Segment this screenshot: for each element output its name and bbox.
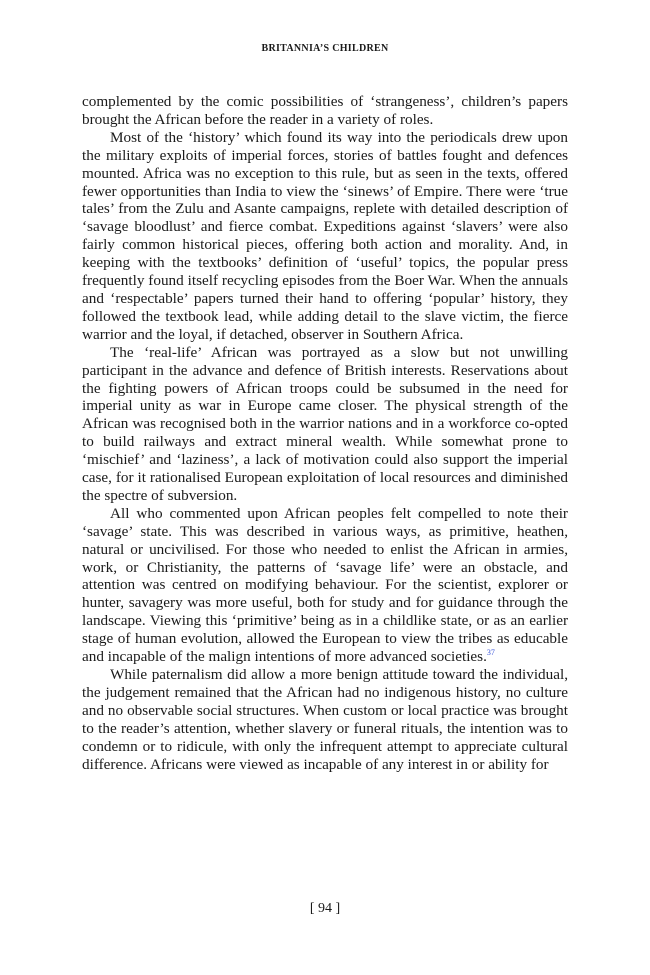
- paragraph-real-life-african: The ‘real-life’ African was portrayed as a slow but not unwilling participant in the advance and defence of British interests. Reservations about the fighting powers of African troops could be subsumed in the need for imperial unity as war in Europe came closer. The physical strength of the African was recognised both in the warrior nations and in a workforce co-opted to build railways and extract mineral wealth. While somewhat prone to ‘mischief’ and ‘laziness’, a lack of motivation could also support the imperial case, for it rationalised European exploitation of local resources and diminished the spectre of subversion.: [82, 343, 568, 504]
- footnote-reference[interactable]: 37: [486, 648, 495, 658]
- paragraph-continued: complemented by the comic possibilities of ‘strangeness’, children’s papers brought the African before the reader in a variety of roles.: [82, 93, 568, 128]
- page-number: [ 94 ]: [309, 901, 341, 916]
- body-text: [82, 93, 568, 773]
- running-head: BRITANNIA’S CHILDREN: [261, 43, 389, 54]
- paragraph-paternalism: While paternalism did allow a more benign attitude toward the individual, the judgement remained that the African had no indigenous history, no culture and no observable social structures. When custom or local practice was brought to the reader’s attention, whether slavery or funeral rituals, the intention was to condemn or to ridicule, with only the infrequent attempt to appreciate cultural difference. Africans were viewed as incapable of any interest in or ability for: [82, 666, 568, 773]
- paragraph-savage-state-text: All who commented upon African peoples felt compelled to note their ‘savage’ state. This was described in various ways, as primitive, heathen, natural or uncivilised. For those who needed to enlist the African in armies, work, or Christianity, the patterns of ‘savage life’ were an obstacle, and attention was centred on modifying behaviour. For the scientist, explorer or hunter, savagery was more useful, both for study and for guidance through the landscape. Viewing this ‘primitive’ being as in a childlike state, or as an earlier stage of human evolution, allowed the European to view the tribes as educable and incapable of the malign intentions of more advanced societies.: [82, 504, 568, 666]
- paragraph-savage-state: [82, 505, 568, 666]
- paragraph-history: Most of the ‘history’ which found its way into the periodicals drew upon the military exploits of imperial forces, stories of battles fought and defences mounted. Africa was no exception to this rule, but as seen in the texts, offered fewer opportunities than India to view the ‘sinews’ of Empire. There were ‘true tales’ from the Zulu and Asante campaigns, replete with detailed description of ‘savage bloodlust’ and fierce combat. Expeditions against ‘slavers’ were also fairly common historical pieces, offering both action and morality. And, in keeping with the textbooks’ definition of ‘useful’ topics, the popular press frequently found itself recycling episodes from the Boer War. When the annuals and ‘respectable’ papers turned their hand to offering ‘popular’ history, they followed the textbook lead, while adding detail to the slave victim, the fierce warrior and the loyal, if detached, observer in Southern Africa.: [82, 128, 568, 343]
